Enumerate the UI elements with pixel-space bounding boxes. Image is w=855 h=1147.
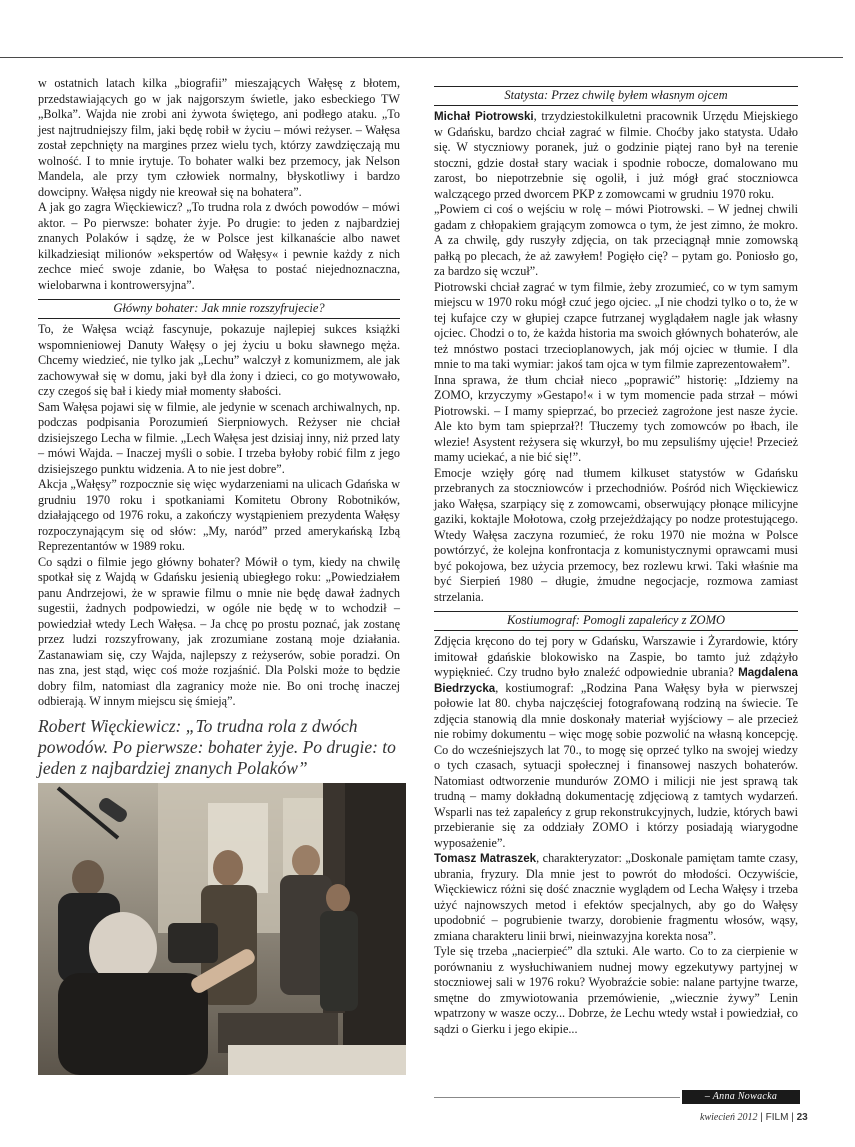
right-column bbox=[434, 76, 798, 1037]
right-paragraph-2: „Powiem ci coś o wejściu w rolę – mówi Piotrowski. – W jednej chwili gadam z chłopakiem grającym zomowca o tym, że jest zimno, że mokro. A za chwilę, gdy ruszyły zdjęcia, on tak przeciągnął mnie zomowską pałką po plecach, że aż zawyłem! Pogięło cię? – pytam go. Poniosło go, za bardzo się wczuł”. bbox=[434, 202, 798, 278]
person-name-matraszek: Tomasz Matraszek bbox=[434, 852, 537, 865]
person-name-piotrowski: Michał Piotrowski bbox=[434, 110, 534, 123]
right-paragraph-6 bbox=[434, 634, 798, 851]
section-title-main-hero: Główny bohater: Jak mnie rozszyfrujecie? bbox=[38, 299, 400, 319]
byline-rule bbox=[434, 1097, 680, 1098]
right-paragraph-6-text: , kostiumograf: „Rodzina Pana Wałęsy była w pierwszej połowie lat 80. chyba najczęściej fotografowaną rodziną na świecie. Te zdjęcia stanowią dla mnie doskonały materiał wyjściowy – ale przecież nie robimy dokumentu – więc mogę sobie pozwolić na własną koncepcję. Co do wcześniejszych lat 70., to mogę się oprzeć tylko na swojej wiedzy o tych czasach, sytuacji społecznej i finansowej naszych bohaterów. Natomiast odtworzenie mundurów ZOMO i milicji nie jest sprawą tak trudną – mamy dokładną dokumentację zdjęciową z tamtych wydarzeń. Wsparli nas też zapaleńcy z grup rekonstrukcyjnych, ludzie, których bawi przebieranie się za oddziały ZOMO i którzy posiadają wiarygodne wyposażenie”. bbox=[434, 680, 798, 850]
left-paragraph-2: A jak go zagra Więckiewicz? „To trudna rola z dwóch powodów – mówi aktor. – Po pierwsze: bohater żyje. Po drugie: to jeden z najbardziej znanych Polaków i sądzę, że w Polsce jest kilkanaście albo nawet kilkadziesiąt milionów »ekspertów od Wałęsy« i pewnie każdy z nich zechce mieć swoje zdanie, bo Wałęsa to postać niejednoznaczna, wielobarwna i kontrowersyjna”. bbox=[38, 200, 400, 292]
page-footer bbox=[700, 1112, 808, 1123]
right-paragraph-1-text: , trzydziestokilkuletni pracownik Urzędu Miejskiego w Gdańsku, bardzo chciał zagrać w filmie. Choćby jako statysta. Udało się. W styczniowy poranek, już o godzinie piątej rano był na terenie stoczni, gdzie dostał stary waciak i spodnie robocze, domalowano mu zarost, bo niepotrzebnie się ogolił, i już mógł grać stoczniowca walczącego przed dworcem PKP z zomowcami w grudniu 1970 roku. bbox=[434, 109, 798, 201]
footer-issue-date: kwiecień 2012 bbox=[700, 1112, 758, 1123]
section-title-extra: Statysta: Przez chwilę byłem własnym ojcem bbox=[434, 86, 798, 106]
pull-quote: Robert Więckiewicz: „To trudna rola z dwóch powodów. Po pierwsze: bohater żyje. Po drugie: to jeden z najbardziej znanych Polaków” bbox=[38, 716, 396, 778]
right-paragraph-7-text: , charakteryzator: „Doskonale pamiętam tamte czasy, ubrania, fryzury. Dla mnie jest to powrót do młodości. Oczywiście, Więckiewicz różni się dość znacznie wyglądem od Lecha Wałęsy i trzeba użyć najnowszych metod i efektów specjalnych, aby go do Wałęsy upodobnić – pogrubienie twarzy, dorobienie fragmentu włosów, wąsy, zmiana charakteru linii brwi, nieinwazyjna korekta nosa”. bbox=[434, 851, 798, 943]
left-paragraph-1: w ostatnich latach kilka „biografii” mieszających Wałęsę z błotem, przedstawiających go w jak najgorszym świetle, jako esbeckiego TW „Bolka”. Wajda nie zrobi ani żywota świętego, ani podłego ataku. „To jest najtrudniejszy film, jaki będę robił w życiu – mówi reżyser. – Wałęsa został zepchnięty na margines przez wielu tych, którzy zawdzięczają mu wolność. I to mnie irytuje. To bohater walki bez przemocy, jak Nelson Mandela, ale przy tym człowiek normalny, błyskotliwy i bardzo dowcipny. Wałęsa nigdy nie kreował się na bohatera”. bbox=[38, 76, 400, 199]
left-paragraph-5: Akcja „Wałęsy” rozpocznie się więc wydarzeniami na ulicach Gdańska w grudniu 1970 roku i spotkaniami Komitetu Obrony Robotników, działającego od 1976 roku, a zakończy wystąpieniem prezydenta Wałęsy rozpoczynającym się od słów: „My, naród” przed amerykańską Izbą Reprezentantów w 1989 roku. bbox=[38, 477, 400, 553]
right-paragraph-7 bbox=[434, 851, 798, 944]
footer-magazine-name: FILM bbox=[765, 1112, 789, 1123]
footer-separator: | bbox=[760, 1112, 766, 1123]
person-name-biedrzycka: Magdalena Biedrzycka bbox=[434, 666, 798, 695]
right-paragraph-4: Inna sprawa, że tłum chciał nieco „poprawić” historię: „Idziemy na ZOMO, krzyczymy »Gestapo!« i w tym momencie pada strzał – mówi Piotrowski. – I mamy spieprzać, bo przecież zagrożone jest nasze życie. Ale kto bym tam spieprzał?! Tłuczemy tych zomowców po łbach, ile wlezie! Asystent reżysera się wkurzył, bo mu zepsuliśmy ujęcie! Przecież mamy uciekać, a nie bić się!”. bbox=[434, 372, 798, 464]
right-paragraph-3: Piotrowski chciał zagrać w tym filmie, żeby zrozumieć, co w tym samym miejscu w 1970 roku mógł czuć jego ojciec. „I nie chodzi tylko o to, że w tej kufajce czy w głupiej czapce futrzanej wyglądałem nagle jak własny ojciec. Chodzi o to, że każda historia ma swoich głównych bohaterów, ale też mnóstwo postaci trzecioplanowych, jak mój ojciec w tłumie. I dla mnie to ma taki wymiar: jakoś tam ojca w tym filmie zaprezentowałem”. bbox=[434, 279, 798, 371]
footer-separator-2: | bbox=[791, 1112, 797, 1123]
right-paragraph-8: Tyle się trzeba „nacierpieć” dla sztuki. Ale warto. Co to za cierpienie w porównaniu z wysłuchiwaniem nudnej mowy egzekutywy partyjnej w stoczniowej sali w 1976 roku? Wyobraźcie sobie: nalane partyjne twarze, smętne do zmywiotowania przemówienie, „wiecznie żywy” Lenin wpatrzony w wasze oczy... Dobrze, że Lechu wtedy wstał i powiedział, co sądzi o Gierku i jego ekipie... bbox=[434, 944, 798, 1036]
film-set-photo bbox=[38, 783, 406, 1075]
right-paragraph-1 bbox=[434, 109, 798, 202]
left-paragraph-3: To, że Wałęsa wciąż fascynuje, pokazuje najlepiej sukces książki wspomnieniowej Danuty Wałęsy o jej życiu u boku sławnego męża. Chcemy wiedzieć, nie tylko jak „Lechu” walczył z komunizmem, ale jak zachowywał się w domu, jaki był dla żony i dzieci, co go motywowało, czy czegoś się bał i kiedy miał momenty słabości. bbox=[38, 322, 400, 398]
film-set-photo-illustration bbox=[38, 783, 406, 1075]
page-number: 23 bbox=[796, 1112, 808, 1123]
section-title-costume: Kostiumograf: Pomogli zapaleńcy z ZOMO bbox=[434, 611, 798, 631]
top-rule bbox=[0, 57, 843, 58]
author-byline: – Anna Nowacka bbox=[682, 1090, 800, 1104]
right-paragraph-6-intro: Zdjęcia kręcono do tej pory w Gdańsku, Warszawie i Żyrardowie, który imitował gdańskie blokowisko na Zaspie, bo tamto już zdążyło wypięknieć. Czy trudno było znaleźć odpowiednie ubrania? bbox=[434, 634, 798, 679]
left-column bbox=[38, 76, 400, 710]
left-paragraph-6: Co sądzi o filmie jego główny bohater? Mówił o tym, kiedy na chwilę spotkał się z Wajdą w Gdańsku jesienią ubiegłego roku: „Powiedziałem panu Andrzejowi, że w sprawie filmu o mnie nie będę dawał żadnych sugestii, żadnych podpowiedzi, w ogóle nie będę w to wchodził – powiedział wtedy Lech Wałęsa. – Ja chcę po prostu poznać, jak zostanę przez ludzi rozszyfrowany, jak zrozumiane zostaną moje działania. Zastanawiam się, czy Wajda, najlepszy z reżyserów, sobie poradzi. On nas zna, jest stąd, więc coś może rozjaśnić. Dla Polski może to będzie dobry film, natomiast dla zagranicy może nie. Bo oni trochę inaczej odbierają. W innym miejscu się śmieją”. bbox=[38, 554, 400, 708]
right-paragraph-5: Emocje wzięły górę nad tłumem kilkuset statystów w Gdańsku przebranych za stoczniowców i przechodniów. Pośród nich Więckiewicz jako Wałęsa, szarpiący się z zomowcami, obserwujący płonące milicyjne gaziki, koktajle Mołotowa, czołg przejeżdżający po nodze protestującego. Wtedy Wałęsa zaczyna rozumieć, że roku 1970 nie można w Polsce powtórzyć, że kolejna konfrontacja z komunistycznymi oprawcami musi być pokojowa, bez użycia przemocy, bez rozlewu krwi. Taki właśnie ma być Sierpień 1980 – długie, żmudne negocjacje, rozmowa zamiast strzelania. bbox=[434, 465, 798, 604]
left-paragraph-4: Sam Wałęsa pojawi się w filmie, ale jedynie w scenach archiwalnych, np. podczas podpisania Porozumień Sierpniowych. Reżyser nie chciał dzisiejszego Lecha w filmie. „Lech Wałęsa jest dzisiaj inny, niż przed laty – mówi Wajda. – Inaczej myśli o sobie. I trzeba byłoby robić film z jego dzisiejszego punktu widzenia. A to nie jest dobre”. bbox=[38, 399, 400, 476]
